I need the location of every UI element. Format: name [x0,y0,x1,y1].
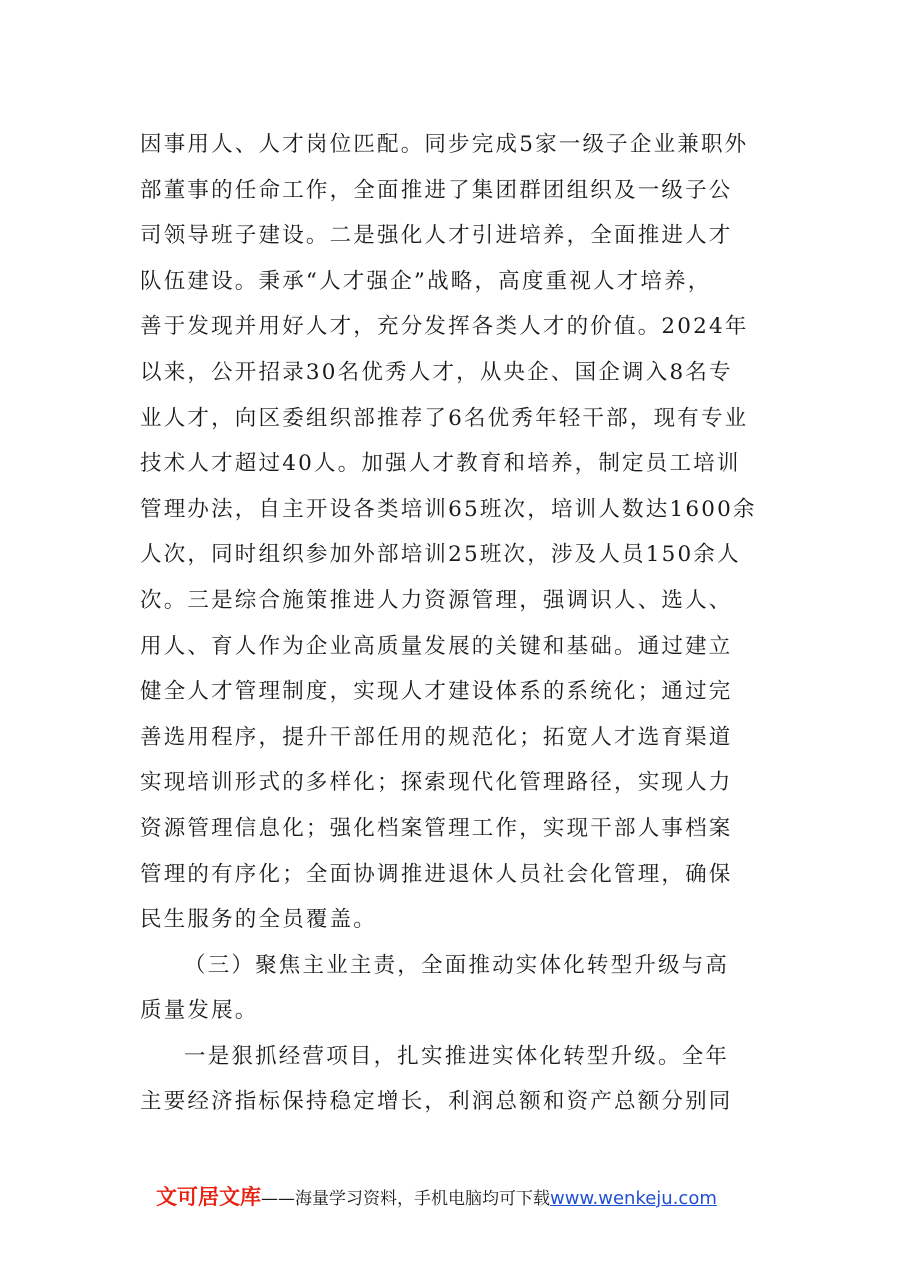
text-line: 善选用程序，提升干部任用的规范化；拓宽人才选育渠道 [140,724,733,750]
paragraph-start: 一是狠抓经营项目，扎实推进实体化转型升级。全年 [184,1043,730,1069]
footer-banner [156,1180,856,1214]
document-body [140,122,772,1125]
website-link[interactable]: www.wenkeju.com [550,1188,717,1209]
text-line: 因事用人、人才岗位匹配。同步完成5家一级子企业兼职外 [140,132,749,157]
text-line: 管理办法，自主开设各类培训65班次，培训人数达1600余 [140,496,757,522]
text-line: 业人才，向区委组织部推荐了6名优秀年轻干部，现有专业 [140,405,749,431]
text-line: 善于发现并用好人才，充分发挥各类人才的价值。2024年 [140,314,749,340]
text-line: 以来，公开招录30名优秀人才，从央企、国企调入8名专 [140,359,733,385]
text-line: 队伍建设。秉承“人才强企”战略，高度重视人才培养， [140,268,712,294]
text-line: 用人、育人作为企业高质量发展的关键和基础。通过建立 [140,633,733,659]
text-line: 司领导班子建设。二是强化人才引进培养，全面推进人才 [140,223,733,249]
text-line: 质量发展。 [140,998,259,1024]
text-line: 次。三是综合施策推进人力资源管理，强调识人、选人、 [140,587,733,613]
text-line: 管理的有序化；全面协调推进退休人员社会化管理，确保 [140,861,733,887]
footer-dash: —— [261,1189,295,1209]
text-line: 实现培训形式的多样化；探索现代化管理路径，实现人力 [140,770,733,796]
brand-name: 文可居文库 [156,1185,261,1209]
text-line: 人次，同时组织参加外部培训25班次，涉及人员150余人 [140,542,741,568]
text-line: 技术人才超过40人。加强人才教育和培养，制定员工培训 [140,451,741,477]
text-line: 部董事的任命工作，全面推进了集团群团组织及一级子公 [140,177,733,203]
text-line: 资源管理信息化；强化档案管理工作，实现干部人事档案 [140,815,733,841]
footer-slogan: 海量学习资料，手机电脑均可下载 [295,1189,550,1209]
text-line: 主要经济指标保持稳定增长，利润总额和资产总额分别同 [140,1089,733,1115]
section-heading: （三）聚焦主业主责，全面推动实体化转型升级与高 [184,952,730,978]
text-line: 民生服务的全员覆盖。 [140,907,378,933]
text-line: 健全人才管理制度，实现人才建设体系的系统化；通过完 [140,679,733,705]
